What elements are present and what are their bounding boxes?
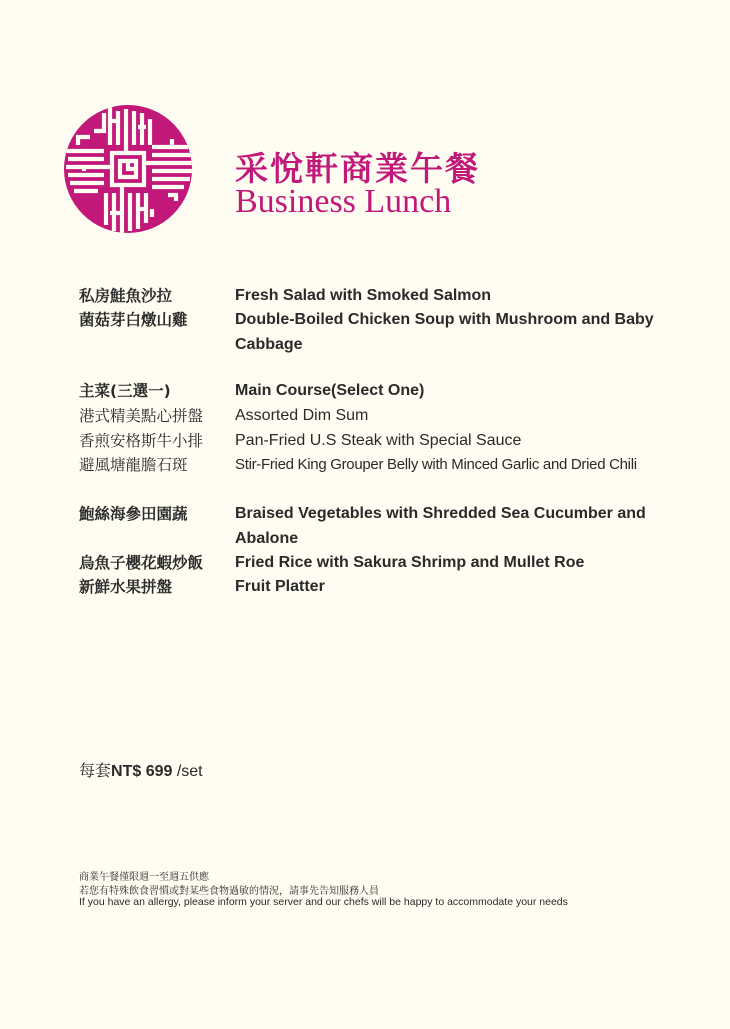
menu-item-zh: 烏魚子櫻花蝦炒飯	[79, 554, 204, 572]
dietary-note-zh: 若您有特殊飲食習慣或對某些食物過敏的情況，請事先告知服務人員	[79, 886, 379, 897]
lattice-logo-icon	[64, 105, 192, 233]
availability-note: 商業午餐僅限週一至週五供應	[79, 872, 209, 883]
menu-item-en: Pan-Fried U.S Steak with Special Sauce	[235, 432, 522, 449]
menu-item-en: Assorted Dim Sum	[235, 407, 369, 424]
menu-item-zh: 新鮮水果拼盤	[79, 578, 173, 596]
menu-item-en: Braised Vegetables with Shredded Sea Cucumber and Abalone	[235, 505, 646, 547]
menu-item-zh: 主菜(三選一)	[79, 382, 171, 400]
menu-item-en: Fruit Platter	[235, 578, 325, 595]
allergy-note-en: If you have an allergy, please inform your server and our chefs will be happy to accommodate your needs	[79, 896, 568, 908]
menu-item-zh: 香煎安格斯牛小排	[79, 432, 204, 450]
menu-item-en: Main Course(Select One)	[235, 382, 425, 399]
page-title-english: Business Lunch	[235, 183, 452, 220]
menu-item-zh: 私房鮭魚沙拉	[79, 287, 173, 305]
menu-item-en: Double-Boiled Chicken Soup with Mushroom and Baby Cabbage	[235, 311, 654, 353]
menu-item-zh: 菌菇芽白燉山雞	[79, 311, 188, 329]
price-amount: NT$ 699	[111, 763, 173, 780]
menu-item-zh: 港式精美點心拼盤	[79, 407, 204, 425]
menu-item-en: Fresh Salad with Smoked Salmon	[235, 287, 492, 304]
menu-item-en: Stir-Fried King Grouper Belly with Minced Garlic and Dried Chili	[235, 456, 637, 473]
menu-item-en: Fried Rice with Sakura Shrimp and Mullet Roe	[235, 554, 585, 571]
price-prefix: 每套	[79, 761, 112, 780]
menu-item-zh: 避風塘龍膽石斑	[79, 456, 188, 474]
menu-item-zh: 鮑絲海參田園蔬	[79, 505, 188, 523]
page-title-chinese: 采悅軒商業午餐	[235, 149, 480, 188]
set-price	[79, 758, 203, 781]
price-unit: /set	[172, 763, 203, 780]
